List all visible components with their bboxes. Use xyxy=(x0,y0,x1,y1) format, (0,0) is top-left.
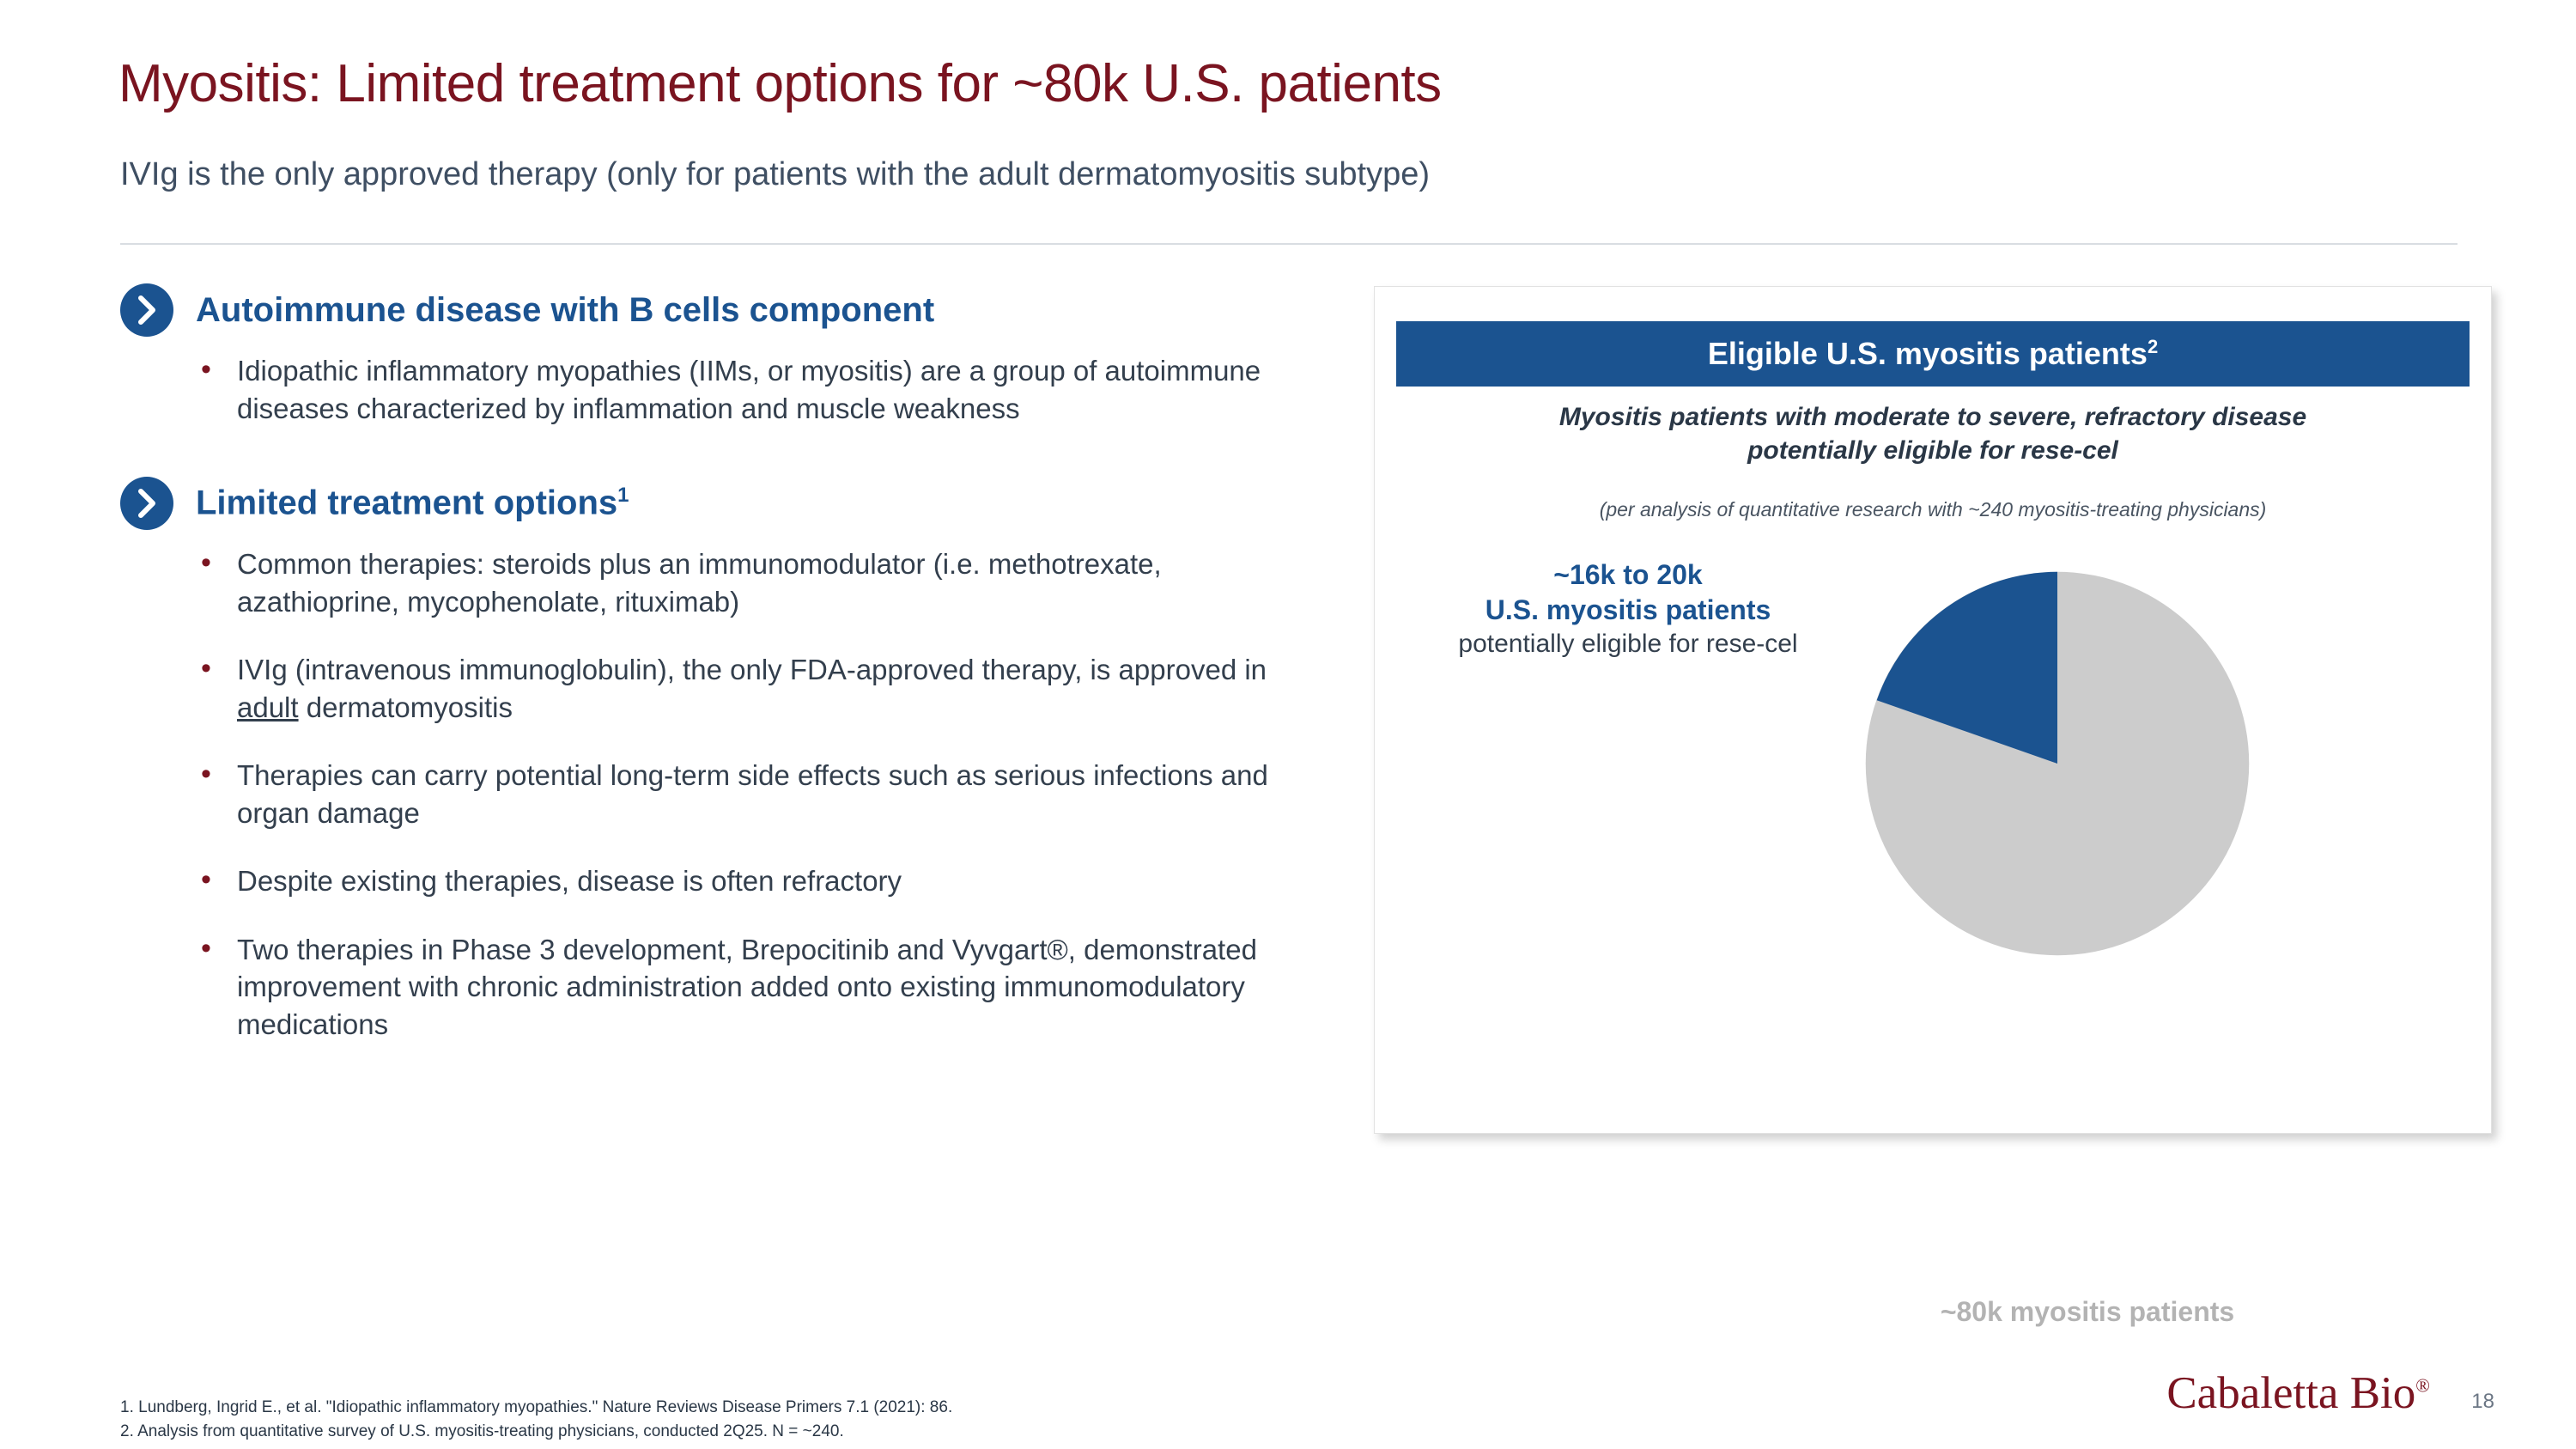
section-header xyxy=(120,477,1365,530)
bullet-text-part1: IVIg (intravenous immunoglobulin), the only FDA-approved therapy, is approved in xyxy=(237,654,1267,686)
bullet-list-autoimmune xyxy=(120,352,1365,427)
bullet-list-treatment xyxy=(120,545,1365,1043)
footnote-marker: 2 xyxy=(2147,336,2159,357)
section-treatment xyxy=(120,477,1365,1043)
chevron-right-icon xyxy=(120,477,173,530)
section-header xyxy=(120,283,1365,337)
section-title-text: Limited treatment options xyxy=(196,484,618,522)
callout-line-3: potentially eligible for rese-cel xyxy=(1458,629,1798,658)
left-content-column xyxy=(120,283,1365,1044)
panel-subtitle-line2: potentially eligible for rese-cel xyxy=(1747,436,2118,465)
footnote-marker: 1 xyxy=(617,484,629,508)
eligible-patients-panel xyxy=(1374,286,2492,1327)
pie-chart xyxy=(1856,562,2259,965)
page-subtitle: IVIg is the only approved therapy (only for patients with the adult dermatomyositis subtype) xyxy=(120,156,1431,192)
list-item: • Two therapies in Phase 3 development, Brepocitinib and Vyvgart®, demonstrated improvement with chronic administration added onto existing immunomodulatory medications xyxy=(237,931,1293,1044)
registered-mark: ® xyxy=(2415,1374,2430,1397)
panel-title-text: Eligible U.S. myositis patients xyxy=(1707,336,2148,371)
panel-note: (per analysis of quantitative research with ~240 myositis-treating physicians) xyxy=(1599,498,2267,521)
footnote-1: 1. Lundberg, Ingrid E., et al. "Idiopathic inflammatory myopathies." Nature Reviews Disease Primers 7.1 (2021): 86. xyxy=(120,1398,953,1416)
list-item-highlighted xyxy=(237,651,1293,726)
list-item: • Therapies can carry potential long-term side effects such as serious infections and organ damage xyxy=(237,757,1293,831)
list-item: • Idiopathic inflammatory myopathies (IIMs, or myositis) are a group of autoimmune diseases characterized by inflammation and muscle weakness xyxy=(237,352,1293,427)
section-title-treatment xyxy=(196,484,629,522)
header-divider xyxy=(120,243,2458,245)
page-number: 18 xyxy=(2471,1390,2494,1413)
panel-subtitle-line1: Myositis patients with moderate to severe, refractory disease xyxy=(1558,403,2307,431)
pie-callout xyxy=(1392,557,1864,661)
chevron-right-icon xyxy=(120,283,173,337)
list-item: • Common therapies: steroids plus an immunomodulator (i.e. methotrexate, azathioprine, mycophenolate, rituximab) xyxy=(237,545,1293,620)
company-logo xyxy=(2166,1367,2430,1419)
logo-text: Cabaletta Bio xyxy=(2166,1368,2416,1418)
section-autoimmune xyxy=(120,283,1365,427)
panel-title xyxy=(1708,336,2158,372)
pie-total-label: ~80k myositis patients xyxy=(1940,1296,2235,1327)
footnote-2: 2. Analysis from quantitative survey of U.S. myositis-treating physicians, conducted 2Q25. N = ~240. xyxy=(120,1422,844,1440)
list-item: • Despite existing therapies, disease is often refractory xyxy=(237,862,1293,900)
callout-line-1: ~16k to 20k xyxy=(1553,559,1703,590)
footnotes xyxy=(120,1396,952,1443)
page-title: Myositis: Limited treatment options for ~80k U.S. patients xyxy=(118,54,1442,113)
panel-header-bar xyxy=(1396,321,2470,387)
panel-subtitle xyxy=(1426,400,2439,467)
bullet-text-underlined: adult xyxy=(237,691,299,723)
bullet-text-part2: dermatomyositis xyxy=(298,691,513,723)
callout-line-2: U.S. myositis patients xyxy=(1485,594,1771,625)
section-title-autoimmune: Autoimmune disease with B cells component xyxy=(196,290,935,329)
